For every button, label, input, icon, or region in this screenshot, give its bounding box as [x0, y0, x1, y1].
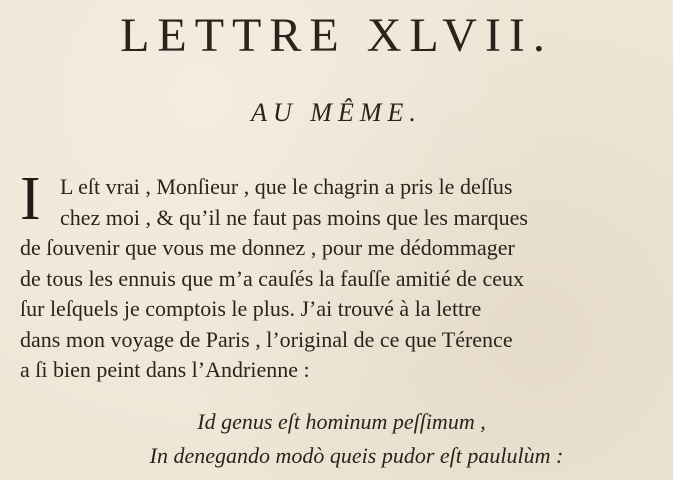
- quote-line-1: Id genus eſt hominum peſſimum ,: [197, 409, 486, 434]
- body-line-3: de ſouvenir que vous me donnez , pour me dédommager: [20, 235, 515, 260]
- body-line-1: L eſt vrai , Monſieur , que le chagrin a pris le deſſus: [60, 174, 513, 199]
- body-line-7: a ſi bien peint dans l’Andrienne :: [20, 357, 310, 382]
- body-line-4: de tous les ennuis que m’a cauſés la fauſſe amitié de ceux: [20, 265, 524, 291]
- letter-title: LETTRE XLVII.: [120, 9, 553, 62]
- body-line-2: chez moi , & qu’il ne faut pas moins que les marques: [60, 204, 528, 230]
- drop-cap: I: [20, 165, 41, 233]
- body-line-6: dans mon voyage de Paris , l’original de ce que Térence: [20, 326, 513, 352]
- body-line-5: ſur leſquels je comptois le plus. J’ai trouvé à la lettre: [20, 296, 482, 321]
- letter-subtitle: AU MÊME.: [251, 98, 422, 127]
- letter-body: [20, 165, 660, 386]
- quote-line-2: In denegando modò queis pudor eſt paululùm :: [149, 443, 564, 468]
